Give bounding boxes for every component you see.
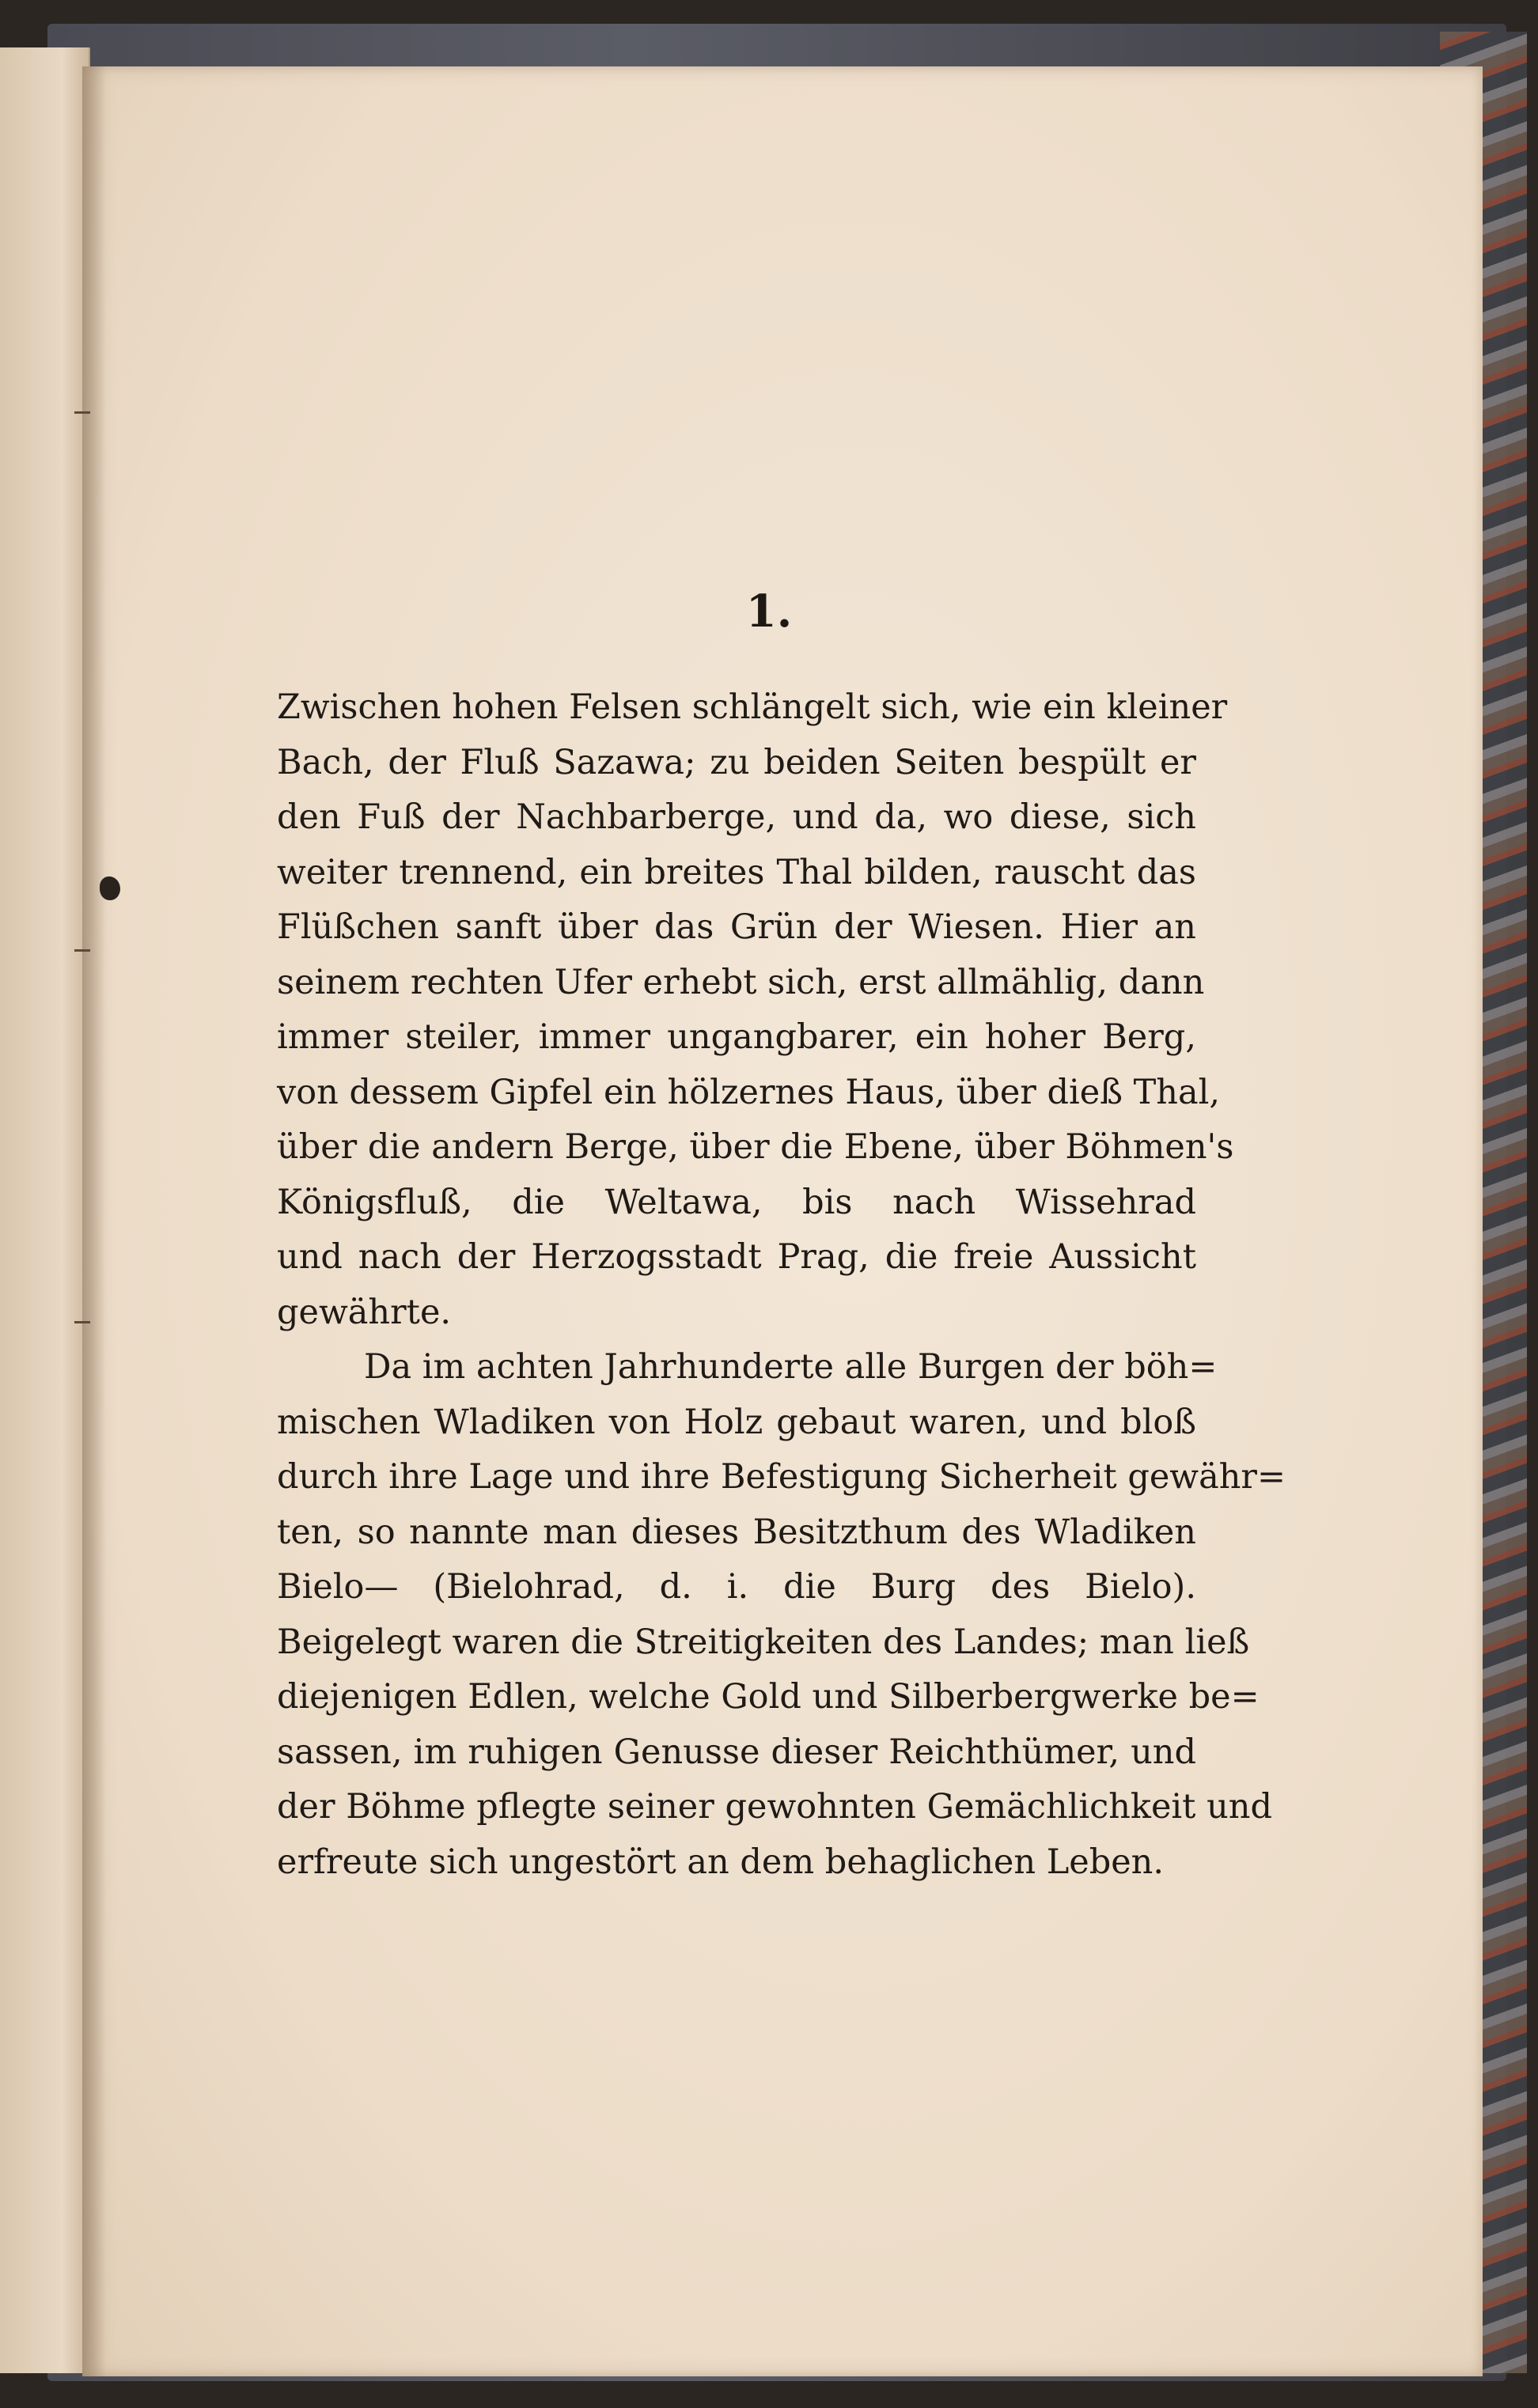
text-line: erfreute sich ungestört an dem behaglichen Leben. [277, 1842, 1165, 1882]
text-line: über die andern Berge, über die Ebene, über Böhmen's [277, 1127, 1234, 1167]
text-line: weiter trennend, ein breites Thal bilden, rauscht das [277, 852, 1196, 892]
text-line: und nach der Herzogsstadt Prag, die freie Aussicht [277, 1237, 1196, 1277]
paragraph-1 [277, 680, 1234, 1340]
ink-stain [100, 876, 120, 900]
text-line: den Fuß der Nachbarberge, und da, wo diese, sich [277, 797, 1196, 837]
text-line: durch ihre Lage und ihre Befestigung Sicherheit gewähr= [277, 1457, 1286, 1497]
body-text [277, 680, 1286, 1890]
text-line: Bach, der Fluß Sazawa; zu beiden Seiten bespült er [277, 742, 1196, 782]
text-line: Da im achten Jahrhunderte alle Burgen der böh= [364, 1347, 1218, 1387]
text-line: gewährte. [277, 1292, 452, 1332]
text-line: diejenigen Edlen, welche Gold und Silberbergwerke be= [277, 1677, 1260, 1717]
binding-stitch-mark [74, 411, 90, 414]
text-line: von dessem Gipfel ein hölzernes Haus, über dieß Thal, [277, 1072, 1221, 1112]
text-line: mischen Wladiken von Holz gebaut waren, und bloß [277, 1402, 1196, 1442]
text-line: ten, so nannte man dieses Besitzthum des Wladiken [277, 1512, 1196, 1552]
paragraph-2 [277, 1340, 1286, 1890]
binding-stitch-mark [74, 1321, 90, 1323]
text-line: Beigelegt waren die Streitigkeiten des Landes; man ließ [277, 1622, 1250, 1662]
text-line: Königsfluß, die Weltawa, bis nach Wissehrad [277, 1182, 1196, 1222]
facing-page-edge [0, 47, 90, 2373]
text-line: der Böhme pflegte seiner gewohnten Gemächlichkeit und [277, 1787, 1273, 1827]
binding-stitch-mark [74, 949, 90, 952]
text-line: Zwischen hohen Felsen schlängelt sich, wie ein kleiner [277, 687, 1228, 727]
text-line: seinem rechten Ufer erhebt sich, erst allmählig, dann [277, 962, 1205, 1002]
text-line: Bielo— (Bielohrad, d. i. die Burg des Bielo). [277, 1567, 1196, 1607]
text-line: immer steiler, immer ungangbarer, ein hoher Berg, [277, 1017, 1196, 1057]
chapter-number: 1. [745, 585, 793, 638]
text-line: sassen, im ruhigen Genusse dieser Reichthümer, und [277, 1732, 1196, 1772]
text-line: Flüßchen sanft über das Grün der Wiesen. Hier an [277, 907, 1196, 947]
